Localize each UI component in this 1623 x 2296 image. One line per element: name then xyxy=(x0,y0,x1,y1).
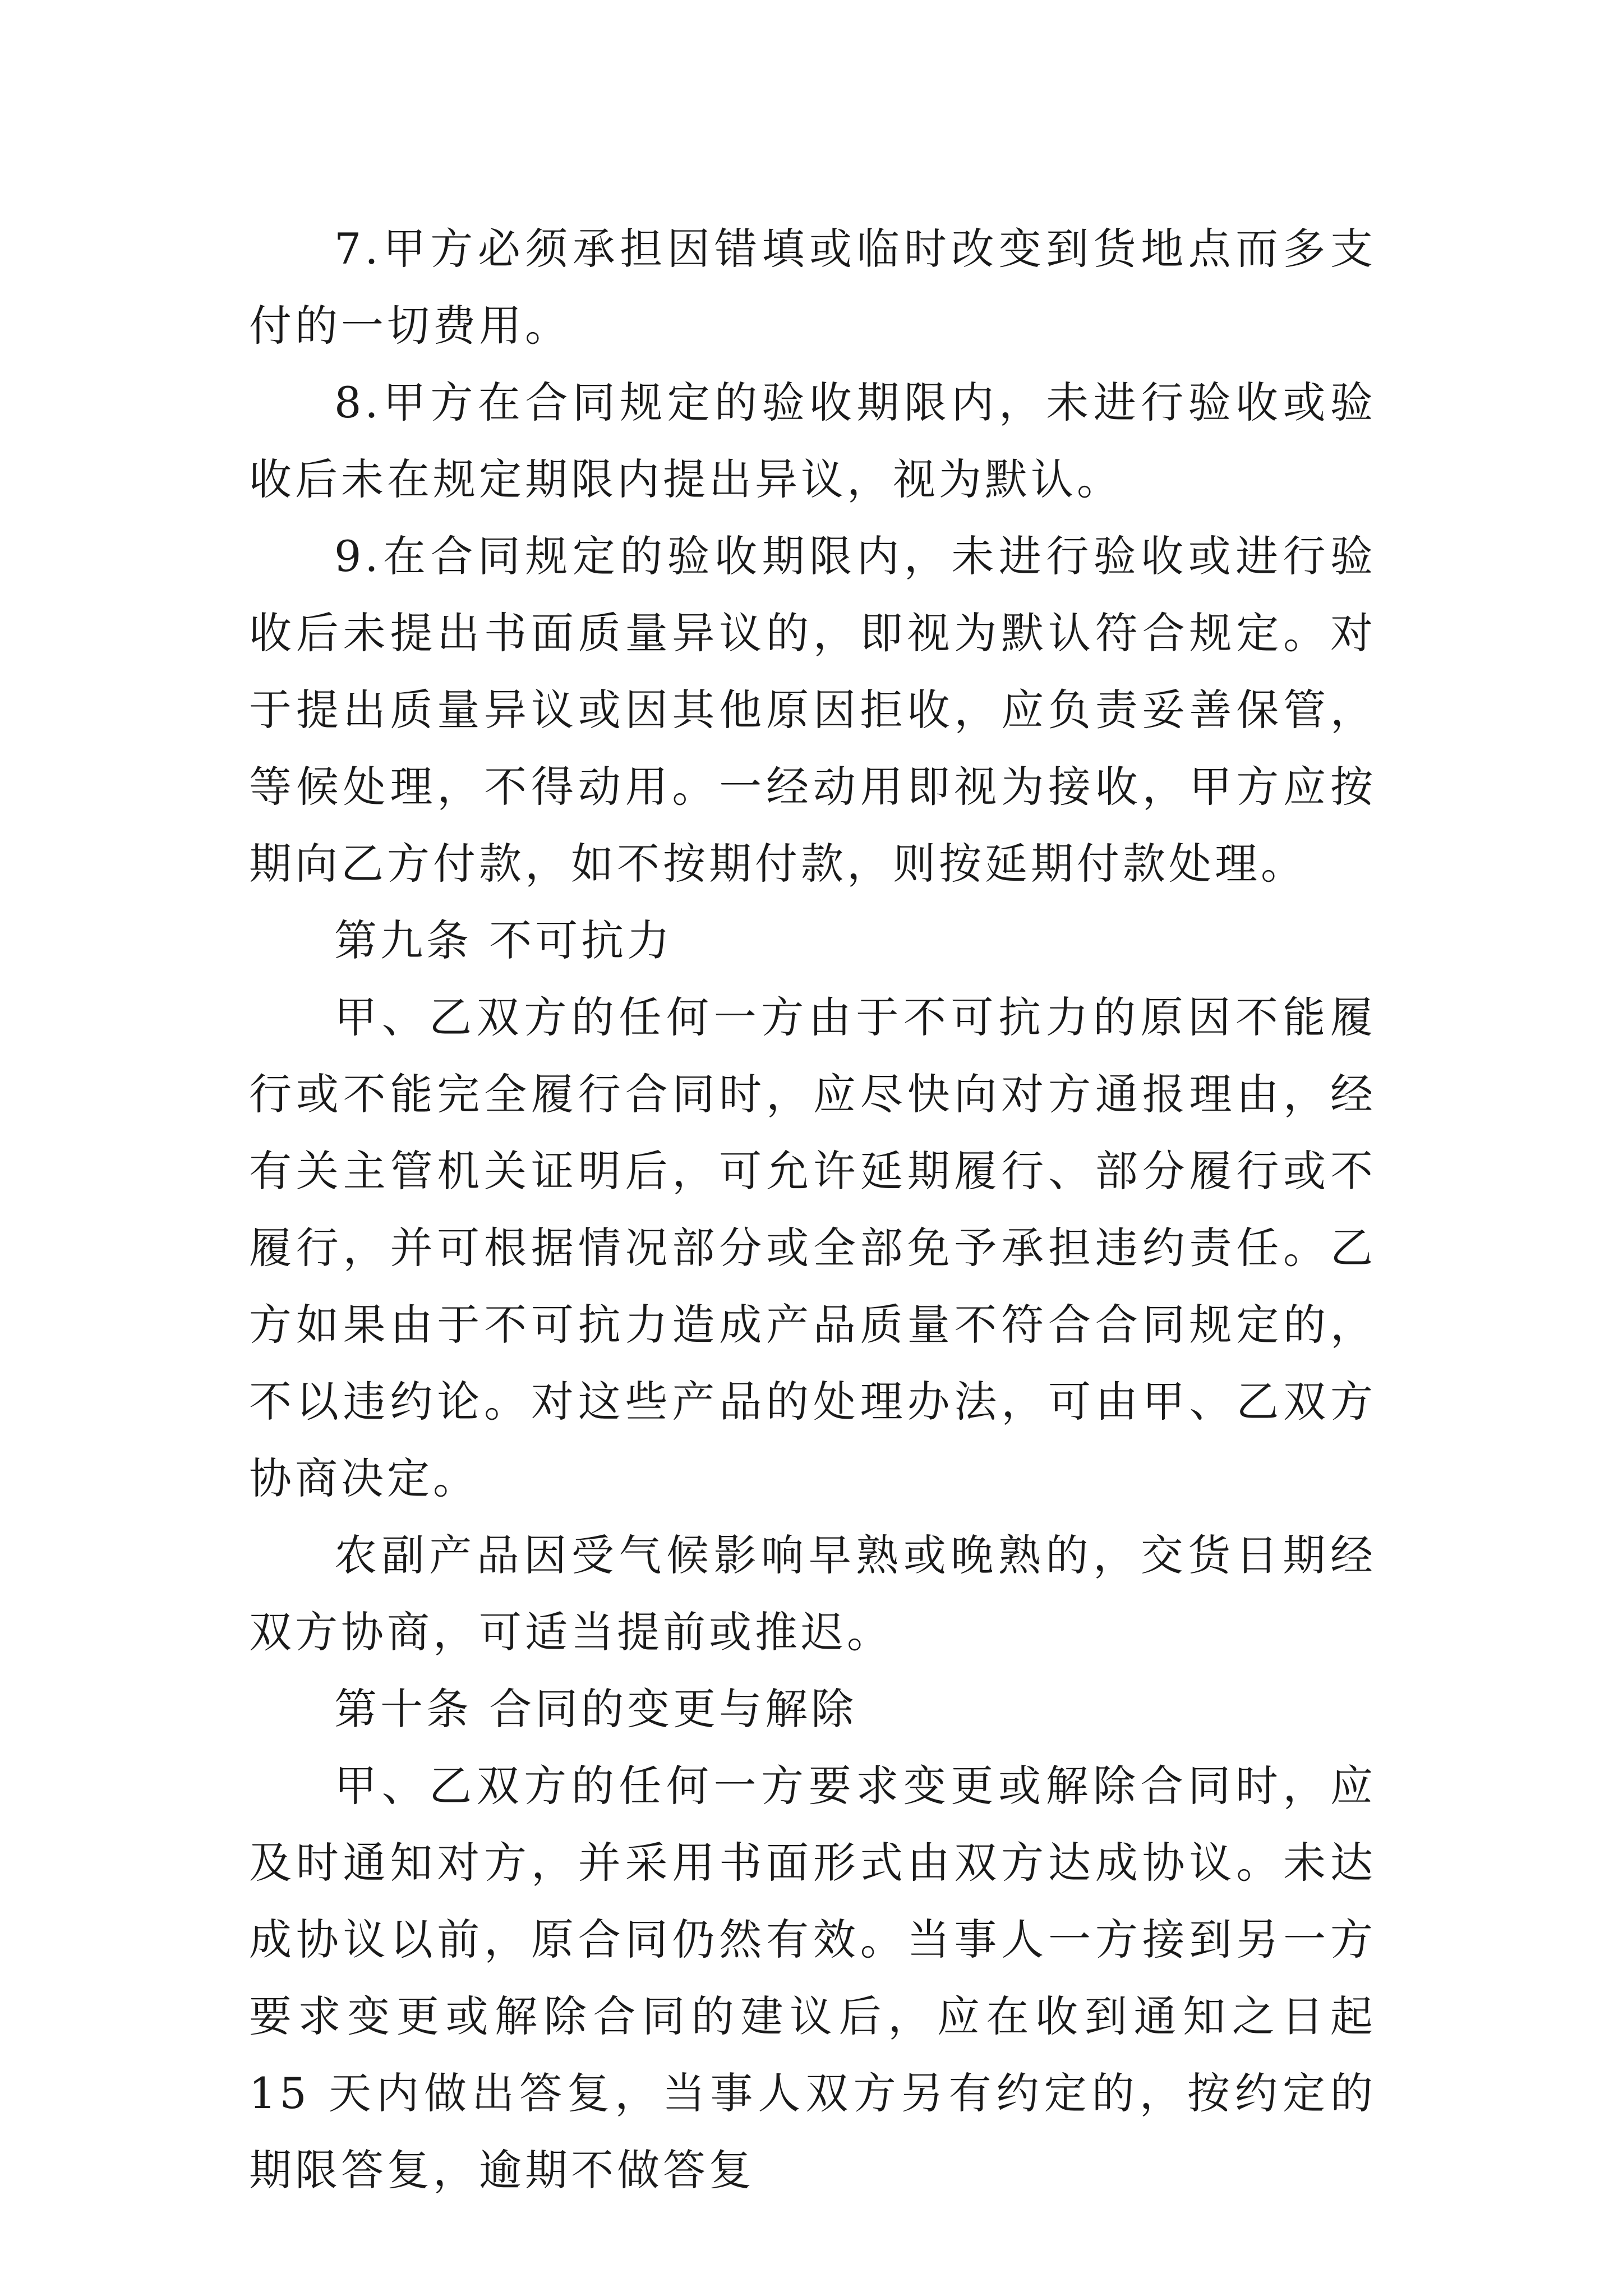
clause-9-paragraph: 9.在合同规定的验收期限内，未进行验收或进行验收后未提出书面质量异议的，即视为默认符合规定。对于提出质量异议或因其他原因拒收，应负责妥善保管，等候处理，不得动用。一经动用即视为接收，甲方应按期向乙方付款，如不按期付款，则按延期付款处理。 xyxy=(249,531,1376,889)
contract-change-paragraph: 甲、乙双方的任何一方要求变更或解除合同时，应及时通知对方，并采用书面形式由双方达成协议。未达成协议以前，原合同仍然有效。当事人一方接到另一方要求变更或解除合同的建议后，应在收到通知之日起 15 天内做出答复，当事人双方另有约定的，按约定的期限答复，逾期不做答复 xyxy=(249,1761,1376,2195)
agricultural-products-paragraph: 农副产品因受气候影响早熟或晚熟的，交货日期经双方协商，可适当提前或推迟。 xyxy=(249,1530,1376,1657)
article-9-heading: 第九条 不可抗力 xyxy=(334,915,674,965)
clause-8-paragraph: 8.甲方在合同规定的验收期限内，未进行验收或验收后未在规定期限内提出异议，视为默认。 xyxy=(249,378,1376,504)
document-body xyxy=(249,210,1376,2208)
clause-7-paragraph: 7.甲方必须承担因错填或临时改变到货地点而多支付的一切费用。 xyxy=(249,224,1376,351)
force-majeure-paragraph: 甲、乙双方的任何一方由于不可抗力的原因不能履行或不能完全履行合同时，应尽快向对方通报理由，经有关主管机关证明后，可允许延期履行、部分履行或不履行，并可根据情况部分或全部免予承担违约责任。乙方如果由于不可抗力造成产品质量不符合合同规定的，不以违约论。对这些产品的处理办法，可由甲、乙双方协商决定。 xyxy=(249,992,1376,1503)
article-10-heading: 第十条 合同的变更与解除 xyxy=(334,1684,857,1734)
